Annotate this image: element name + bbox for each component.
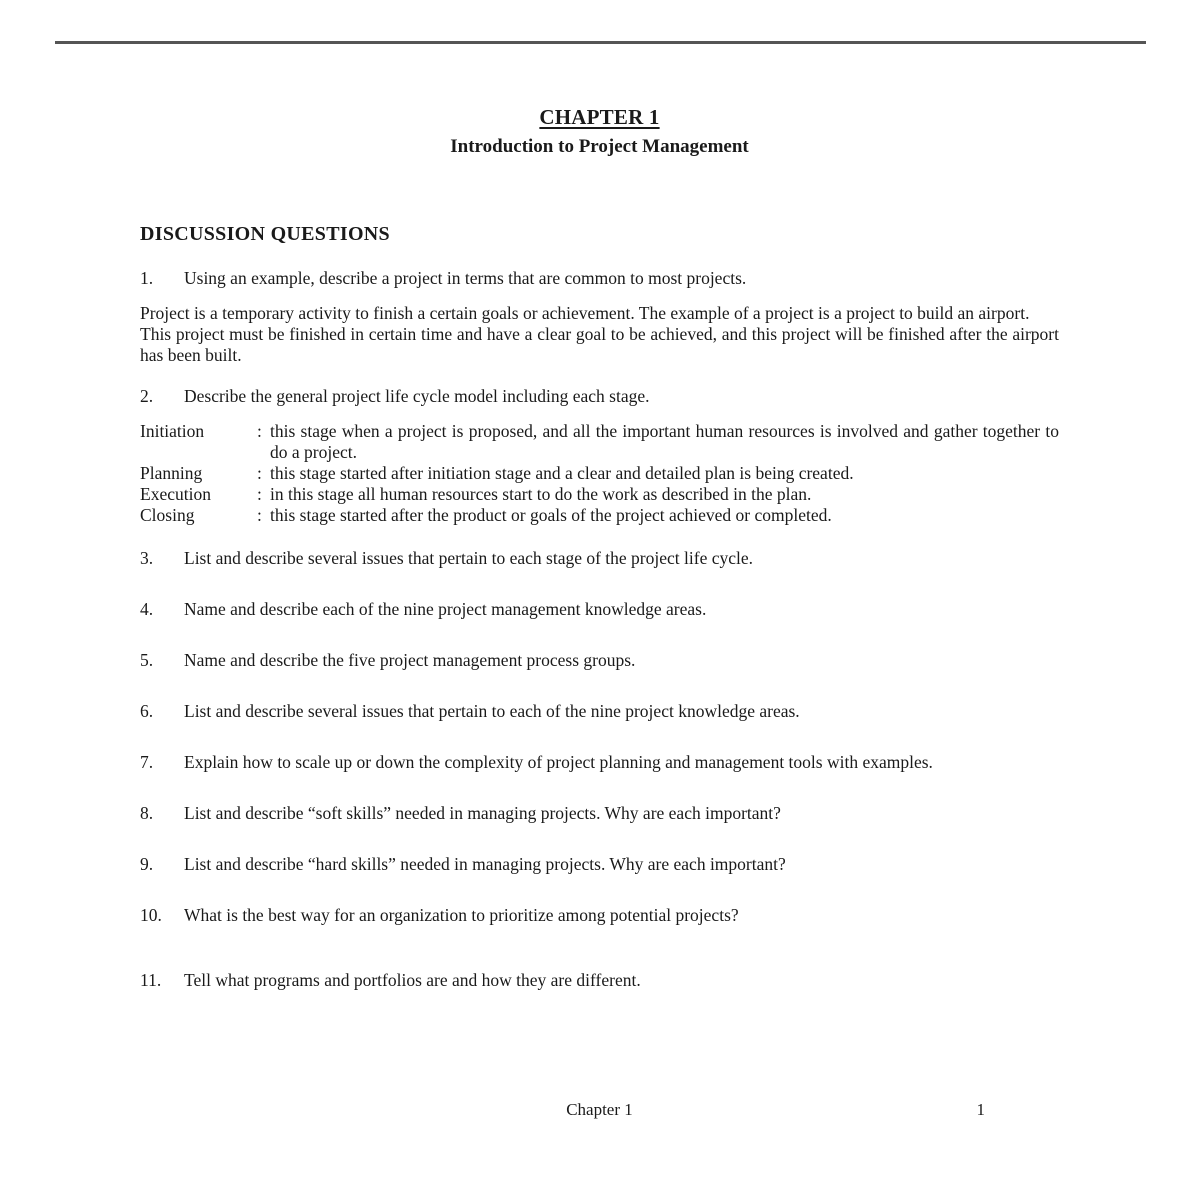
stage-definition: this stage when a project is proposed, and all the important human resources is involved and gather together to do a project. bbox=[270, 421, 1059, 463]
spacer bbox=[140, 824, 1059, 854]
question-item bbox=[140, 701, 1059, 722]
stage-definition: this stage started after initiation stage and a clear and detailed plan is being created. bbox=[270, 463, 854, 484]
stage-colon: : bbox=[257, 484, 262, 505]
stage-colon: : bbox=[257, 505, 262, 526]
question-text: Name and describe the five project management process groups. bbox=[184, 650, 636, 671]
footer-chapter-label: Chapter 1 bbox=[566, 1100, 633, 1119]
spacer bbox=[140, 875, 1059, 905]
question-item bbox=[140, 650, 1059, 671]
question-number: 4. bbox=[140, 599, 154, 620]
question-item bbox=[140, 599, 1059, 620]
spacer bbox=[140, 671, 1059, 701]
question-item bbox=[140, 854, 1059, 875]
stage-colon: : bbox=[257, 421, 262, 442]
question-item bbox=[140, 803, 1059, 824]
question-text: Using an example, describe a project in terms that are common to most projects. bbox=[184, 268, 747, 289]
spacer bbox=[140, 722, 1059, 752]
spacer bbox=[140, 956, 1059, 970]
question-number: 7. bbox=[140, 752, 154, 773]
question-text: List and describe “hard skills” needed in managing projects. Why are each important? bbox=[184, 854, 786, 875]
chapter-subtitle: Introduction to Project Management bbox=[450, 135, 749, 157]
section-heading-discussion-questions: DISCUSSION QUESTIONS bbox=[140, 223, 390, 246]
spacer bbox=[140, 620, 1059, 650]
question-number: 10. bbox=[140, 905, 162, 926]
spacer bbox=[140, 926, 1059, 956]
question-text: List and describe “soft skills” needed in managing projects. Why are each important? bbox=[184, 803, 781, 824]
page-footer bbox=[140, 1100, 1059, 1124]
question-text: Explain how to scale up or down the complexity of project planning and management tools with examples. bbox=[184, 752, 933, 773]
stage-definition-row bbox=[140, 505, 1059, 526]
question-item bbox=[140, 386, 1059, 407]
stage-definition-row bbox=[140, 463, 1059, 484]
spacer bbox=[140, 773, 1059, 803]
spacer bbox=[140, 569, 1059, 599]
question-number: 6. bbox=[140, 701, 154, 722]
question-item bbox=[140, 752, 1059, 773]
stage-definition-row bbox=[140, 421, 1059, 463]
spacer bbox=[140, 366, 1059, 386]
chapter-title bbox=[140, 104, 1059, 131]
stage-definition-row bbox=[140, 484, 1059, 505]
question-item bbox=[140, 970, 1059, 991]
stage-label: Planning bbox=[140, 463, 203, 484]
question-item bbox=[140, 268, 1059, 289]
stage-definition: in this stage all human resources start to do the work as described in the plan. bbox=[270, 484, 812, 505]
question-number: 8. bbox=[140, 803, 154, 824]
stage-label: Execution bbox=[140, 484, 211, 505]
document-content bbox=[140, 104, 1059, 991]
question-text: List and describe several issues that pertain to each of the nine project knowledge areas. bbox=[184, 701, 800, 722]
question-number: 11. bbox=[140, 970, 162, 991]
spacer bbox=[140, 407, 1059, 421]
stage-colon: : bbox=[257, 463, 262, 484]
question-number: 9. bbox=[140, 854, 154, 875]
stage-label: Initiation bbox=[140, 421, 205, 442]
question-item bbox=[140, 548, 1059, 569]
question-number: 5. bbox=[140, 650, 154, 671]
question-number: 3. bbox=[140, 548, 154, 569]
answer-paragraph: Project is a temporary activity to finish a certain goals or achievement. The example of a project is a project to build an airport. bbox=[140, 303, 1030, 324]
question-text: What is the best way for an organization to prioritize among potential projects? bbox=[184, 905, 739, 926]
question-number: 1. bbox=[140, 268, 154, 289]
question-text: Tell what programs and portfolios are and how they are different. bbox=[184, 970, 641, 991]
spacer bbox=[140, 246, 1059, 268]
question-text: Name and describe each of the nine project management knowledge areas. bbox=[184, 599, 707, 620]
question-number: 2. bbox=[140, 386, 154, 407]
spacer bbox=[140, 526, 1059, 548]
header-rule-divider bbox=[55, 41, 1146, 44]
stage-label: Closing bbox=[140, 505, 195, 526]
question-item bbox=[140, 905, 1059, 926]
answer-paragraph: This project must be finished in certain time and have a clear goal to be achieved, and this project will be finished after the airport has been built. bbox=[140, 324, 1059, 366]
footer-page-number: 1 bbox=[976, 1100, 985, 1119]
spacer bbox=[140, 289, 1059, 303]
question-text: List and describe several issues that pertain to each stage of the project life cycle. bbox=[184, 548, 754, 569]
chapter-title-text: CHAPTER 1 bbox=[539, 105, 660, 129]
stage-definition: this stage started after the product or goals of the project achieved or completed. bbox=[270, 505, 832, 526]
question-text: Describe the general project life cycle model including each stage. bbox=[184, 386, 650, 407]
